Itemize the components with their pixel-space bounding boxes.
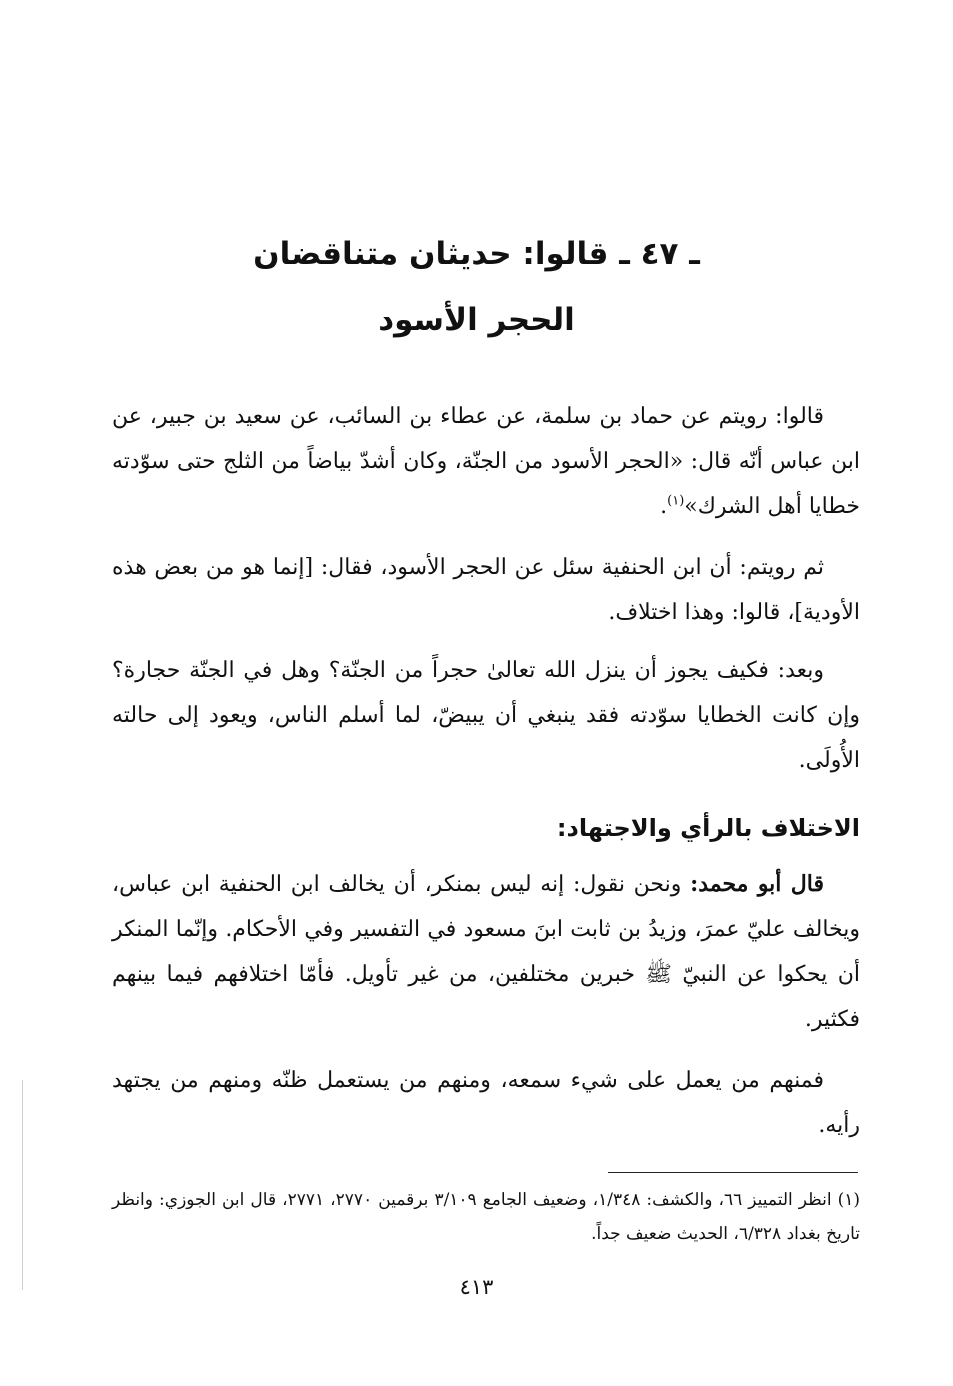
chapter-title: ـ ٤٧ ـ قالوا: حديثان متناقضان — [253, 236, 700, 272]
paragraph-1 — [112, 394, 860, 529]
paragraph-2-text: ثم رويتم: أن ابن الحنفية سئل عن الحجر الأسود، فقال: [إنما هو من بعض هذه الأودية]، قالوا: وهذا اختلاف. — [112, 555, 860, 625]
paragraph-5-text: فمنهم من يعمل على شيء سمعه، ومنهم من يستعمل ظنّه ومنهم من يجتهد رأيه. — [112, 1068, 860, 1138]
footnote-divider — [608, 1172, 858, 1173]
paragraph-1-text: قالوا: رويتم عن حماد بن سلمة، عن عطاء بن السائب، عن سعيد بن جبير، عن ابن عباس أنّه قال: «الحجر الأسود من الجنّة، وكان أشدّ بياضاً من الثلج حتى سوّدته خطايا أهل الشرك» — [112, 404, 860, 519]
paragraph-4 — [112, 862, 860, 1042]
paragraph-5 — [112, 1058, 860, 1148]
page-number: ٤١٣ — [459, 1275, 494, 1299]
speaker-name: قال أبو محمد: — [690, 871, 824, 897]
chapter-subtitle: الحجر الأسود — [378, 302, 575, 338]
paragraph-3-text: وبعد: فكيف يجوز أن ينزل الله تعالىٰ حجراً من الجنّة؟ وهل في الجنّة حجارة؟ وإن كانت الخطايا سوّدته فقد ينبغي أن يبيضّ، لما أسلم الناس، ويعود إلى حالته الأُولَى. — [112, 658, 860, 773]
scan-edge-line — [22, 1080, 23, 1290]
paragraph-1-end: . — [660, 494, 668, 519]
footnote-reference: (١) — [667, 493, 685, 509]
paragraph-3 — [112, 648, 860, 783]
paragraph-2 — [112, 545, 860, 635]
footnote: (١) انظر التمييز ٦٦، والكشف: ١/٣٤٨، وضعيف الجامع ٣/١٠٩ برقمين ٢٧٧٠، ٢٧٧١، قال ابن الجوزي: وانظر تاريخ بغداد ٦/٣٢٨، الحديث ضعيف جداً. — [112, 1190, 861, 1244]
paragraph-4-text: ونحن نقول: إنه ليس بمنكر، أن يخالف ابن الحنفية ابن عباس، ويخالف عليّ عمرَ، وزيدُ بن ثابت ابنَ مسعود في التفسير وفي الأحكام. وإنّما المنكر أن يحكوا عن النبيّ ﷺ خبرين مختلفين، من غير تأويل. فأمّا اختلافهم فيما بينهم فكثير. — [112, 872, 860, 1032]
section-subheading: الاختلاف بالرأي والاجتهاد: — [556, 814, 860, 842]
